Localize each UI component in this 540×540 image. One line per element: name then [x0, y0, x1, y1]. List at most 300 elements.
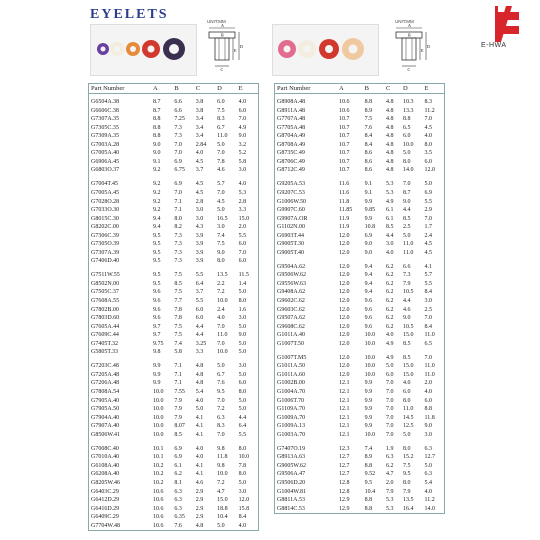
cell-a: 10.7 [339, 124, 350, 131]
cell-a: 10.6 [153, 514, 164, 521]
cell-d: 6.6 [403, 263, 411, 270]
table-row [89, 280, 258, 289]
cell-e: 7.0 [238, 116, 247, 123]
cell-d: 8.0 [403, 445, 411, 452]
cell-b: 8.9 [364, 107, 373, 114]
cell-c: 4.1 [195, 431, 204, 438]
cell-part-number: G7005A.45 [91, 189, 120, 196]
cell-part-number: G7704W.48 [91, 522, 120, 529]
cell-e: 5.2 [238, 150, 247, 157]
dim-label-a: A [408, 23, 411, 28]
cell-part-number: G9205A.53 [277, 181, 306, 188]
cell-part-number: G7307A.35 [91, 116, 120, 123]
cell-c: 7.9 [386, 488, 394, 495]
cell-b: 7.0 [174, 189, 182, 196]
cell-e: 8.4 [424, 289, 432, 296]
cell-a: 12.8 [339, 479, 350, 486]
cell-c: 6.2 [386, 323, 394, 330]
cell-c: 5.5 [195, 298, 204, 305]
cell-d: 6.0 [403, 389, 411, 395]
cell-e: 8.0 [238, 471, 247, 478]
cell-a: 12.0 [339, 340, 350, 347]
cell-d: 4.4 [403, 298, 411, 305]
cell-part-number: G7406D.40 [91, 258, 120, 265]
cell-c: 4.3 [195, 224, 204, 231]
cell-part-number: G9504A.62 [277, 263, 306, 270]
unit-label-left: UNIT:MM [207, 19, 226, 24]
table-row [275, 453, 444, 462]
cell-c: 4.0 [386, 332, 394, 339]
table-row [89, 414, 258, 423]
cell-a: 12.1 [339, 423, 350, 430]
cell-e: 3.0 [238, 488, 247, 495]
cell-part-number: G7608A.55 [91, 298, 120, 305]
cell-a: 12.0 [339, 263, 350, 270]
cell-d: 4.0 [403, 380, 411, 387]
cell-c: 6.2 [386, 289, 394, 296]
cell-b: 8.4 [364, 141, 373, 148]
cell-d: 15.2 [403, 454, 414, 461]
cell-part-number: G7904A.40 [91, 414, 120, 421]
cell-a: 9.0 [153, 141, 161, 148]
cell-a: 12.1 [339, 414, 350, 421]
cell-e: 3.2 [238, 141, 247, 148]
col-header-c: C [194, 84, 215, 94]
cell-part-number: G7803D.60 [91, 315, 120, 322]
table-row [275, 362, 444, 371]
table-row [89, 405, 258, 414]
cell-a: 12.0 [339, 323, 350, 330]
cell-b: 5.8 [174, 349, 182, 356]
table-row [275, 180, 444, 189]
cell-e: 2.0 [238, 224, 247, 231]
cell-part-number: G8908A.48 [277, 99, 306, 105]
cell-a: 12.1 [339, 380, 350, 387]
table-row [89, 189, 258, 198]
table-row [89, 470, 258, 479]
cell-e: 5.0 [424, 181, 432, 188]
cell-e: 4.0 [238, 181, 247, 188]
cell-b: 9.9 [364, 389, 373, 395]
cell-a: 10.1 [153, 445, 164, 452]
cell-c: 4.4 [195, 323, 204, 330]
cell-a: 12.0 [339, 315, 350, 322]
cell-d: 7.5 [403, 462, 411, 469]
cell-e: 6.9 [424, 189, 432, 196]
cell-d: 6.5 [403, 124, 411, 131]
cell-a: 8.8 [153, 133, 161, 140]
cell-part-number: G9005W.62 [277, 462, 306, 469]
cell-part-number: G6412D.29 [91, 497, 120, 504]
cell-b: 7.3 [174, 258, 182, 265]
cell-d: 10.0 [217, 349, 228, 356]
cell-a: 10.6 [153, 497, 164, 504]
cell-e: 6.0 [424, 397, 432, 404]
cell-d: 8.5 [403, 354, 411, 361]
table-row [275, 124, 444, 133]
cell-b: 6.9 [174, 158, 182, 165]
cell-b: 10.4 [364, 488, 376, 495]
cell-part-number: G8502N.00 [91, 280, 120, 287]
table-row [275, 141, 444, 150]
cell-c: 2.9 [195, 505, 204, 512]
cell-d: 7.0 [217, 189, 225, 196]
cell-d: 7.9 [403, 488, 411, 495]
cell-d: 14.0 [403, 167, 414, 174]
cell-d: 8.8 [403, 116, 411, 123]
cell-c: 6.2 [386, 280, 394, 287]
cell-d: 8.0 [403, 158, 411, 165]
cell-part-number: G6803O.37 [91, 167, 120, 174]
cell-d: 11.0 [403, 406, 414, 413]
table-row [89, 223, 258, 232]
cell-a: 10.2 [153, 462, 164, 469]
cell-part-number: G5805T.33 [91, 349, 119, 356]
cell-part-number: G7033O.30 [91, 207, 120, 214]
cell-c: 5.3 [386, 181, 394, 188]
cell-d: 6.7 [217, 124, 225, 131]
cell-part-number: G1006W.50 [277, 198, 306, 205]
cell-part-number: G9907A.OR [277, 215, 308, 222]
cell-b: 6.9 [174, 445, 182, 452]
cell-b: 8.8 [364, 462, 373, 469]
cell-part-number: G7010A.40 [91, 454, 120, 461]
cell-b: 10.0 [364, 371, 376, 378]
cell-c: 4.5 [195, 158, 204, 165]
cell-part-number: G1109A.70 [277, 406, 305, 413]
cell-c: 3.9 [195, 232, 204, 239]
cell-b: 8.2 [174, 224, 182, 231]
cell-a: 10.1 [153, 454, 164, 461]
cell-d: 8.5 [403, 215, 411, 222]
cell-c: 4.0 [195, 454, 204, 461]
table-row [275, 107, 444, 116]
cell-e: 2.4 [424, 232, 432, 239]
cell-d: 5.0 [217, 141, 225, 148]
dim-label-e: E [421, 48, 424, 53]
cell-b: 9.5 [364, 479, 373, 486]
table-row [275, 405, 444, 414]
cell-e: 5.0 [238, 340, 247, 347]
cell-a: 12.9 [339, 505, 350, 512]
cell-b: 9.6 [364, 306, 373, 313]
cell-c: 6.3 [386, 454, 394, 461]
cell-a: 11.8 [339, 198, 350, 205]
cell-a: 12.0 [339, 232, 350, 239]
cell-part-number: G8735C.49 [277, 150, 305, 157]
cell-c: 3.8 [195, 107, 204, 114]
cell-b: 6.3 [174, 505, 182, 512]
cell-d: 9.5 [403, 471, 411, 478]
table-row [275, 271, 444, 280]
cell-c: 6.1 [386, 207, 394, 214]
cell-e: 10.0 [238, 454, 250, 461]
cell-e: 5.5 [424, 280, 432, 287]
cell-c: 6.4 [195, 280, 204, 287]
cell-b: 9.9 [364, 215, 373, 222]
cell-c: 3.7 [195, 167, 204, 174]
table-row [89, 445, 258, 454]
cell-part-number: G7707A.48 [277, 116, 306, 123]
table-row [89, 271, 258, 280]
cell-d: 10.4 [217, 514, 228, 521]
table-row [89, 348, 258, 357]
cell-e: 8.0 [238, 445, 247, 452]
cell-part-number: G1004A.70 [277, 389, 306, 395]
cell-part-number: G9207C.53 [277, 189, 305, 196]
cell-part-number: G1006T.70 [277, 397, 305, 404]
cell-a: 10.0 [153, 414, 164, 421]
cell-a: 9.2 [153, 207, 161, 214]
cell-c: 4.4 [386, 232, 394, 239]
cell-d: 11.8 [217, 454, 228, 461]
table-row [89, 431, 258, 440]
cell-e: 7.0 [424, 215, 432, 222]
table-row [89, 297, 258, 306]
table-row [275, 496, 444, 505]
cell-a: 8.8 [153, 124, 161, 131]
cell-d: 7.0 [217, 397, 225, 404]
cell-a: 9.5 [153, 241, 161, 248]
cell-b: 7.4 [174, 340, 182, 347]
table-row [89, 215, 258, 224]
cell-c: 4.8 [195, 380, 204, 387]
cell-b: 7.0 [174, 150, 182, 157]
cell-d: 2.4 [217, 306, 225, 313]
table-row [89, 379, 258, 388]
cell-b: 8.6 [364, 167, 373, 174]
cell-b: 8.1 [174, 479, 182, 486]
table-row [275, 379, 444, 388]
table-row [89, 98, 258, 107]
cell-b: 9.9 [364, 380, 373, 387]
cell-c: 4.0 [386, 249, 394, 256]
cell-c: 6.1 [386, 215, 394, 222]
cell-part-number: G9005T.40 [277, 249, 305, 256]
cell-c: 6.2 [386, 263, 394, 270]
cell-part-number: G7008C.40 [91, 445, 119, 452]
cell-e: 5.5 [424, 198, 432, 205]
cell-b: 7.3 [174, 124, 182, 131]
cell-e: 5.5 [238, 431, 247, 438]
table-row [89, 232, 258, 241]
cell-c: 6.2 [386, 298, 394, 305]
cell-part-number: G6606C.38 [91, 107, 119, 114]
cell-d: 4.4 [403, 207, 411, 214]
cell-b: 8.6 [364, 158, 373, 165]
cell-e: 7.8 [238, 462, 247, 469]
cell-b: 6.9 [174, 181, 182, 188]
table-row [89, 180, 258, 189]
cell-part-number: G9907C.60 [277, 207, 305, 214]
table-row [275, 98, 444, 107]
cell-part-number: G7309A.35 [91, 133, 120, 140]
cell-c: 5.0 [195, 406, 204, 413]
cell-d: 9.0 [403, 198, 411, 205]
cell-d: 7.2 [217, 289, 225, 296]
cell-c: 3.4 [195, 124, 204, 131]
cell-d: 5.0 [403, 232, 411, 239]
cell-b: 7.8 [174, 306, 182, 313]
cell-e: 6.0 [424, 158, 432, 165]
cell-a: 12.1 [339, 389, 350, 395]
cell-e: 5.0 [238, 371, 247, 378]
cell-b: 9.6 [364, 315, 373, 322]
cell-e: 4.1 [424, 263, 432, 270]
table-row [89, 124, 258, 133]
cell-d: 7.0 [217, 340, 225, 347]
cell-part-number: G8704A.49 [277, 133, 306, 140]
cell-part-number: G7605A.44 [91, 323, 120, 330]
cell-d: 4.7 [217, 488, 225, 495]
cell-c: 2.9 [195, 488, 204, 495]
table-row [275, 505, 444, 514]
cell-c: 4.0 [195, 445, 204, 452]
cell-a: 10.2 [153, 479, 164, 486]
cell-a: 11.6 [339, 189, 350, 196]
cell-d: 7.0 [217, 431, 225, 438]
cell-e: 5.8 [238, 158, 247, 165]
cell-e: 2.5 [424, 306, 432, 313]
cell-b: 9.4 [364, 272, 373, 279]
cell-part-number: G1102N.00 [277, 224, 305, 231]
brand-name: E-HWA [481, 42, 507, 49]
cell-part-number: G7306C.39 [91, 232, 119, 239]
cell-a: 12.0 [339, 306, 350, 313]
cell-b: 9.9 [364, 414, 373, 421]
cell-d: 8.5 [403, 340, 411, 347]
cell-c: 6.2 [386, 315, 394, 322]
cell-a: 9.9 [153, 380, 161, 387]
cell-part-number: G7405T.32 [91, 340, 119, 347]
cell-e: 6.0 [238, 258, 247, 265]
cell-d: 18.8 [217, 505, 228, 512]
cell-b: 6.35 [174, 514, 185, 521]
cell-a: 10.0 [153, 389, 164, 395]
cell-b: 9.6 [364, 298, 373, 305]
cell-b: 7.1 [174, 198, 182, 205]
cell-a: 10.6 [153, 505, 164, 512]
cell-part-number: G7305O.39 [91, 241, 120, 248]
cell-e: 5.0 [238, 406, 247, 413]
cell-b: 8.07 [174, 423, 185, 430]
cell-a: 12.9 [339, 497, 350, 504]
cell-c: 4.8 [195, 371, 204, 378]
cell-b: 7.1 [174, 207, 182, 214]
cell-c: 5.3 [386, 189, 394, 196]
cell-part-number: G8913A.63 [277, 454, 306, 461]
table-row [275, 431, 444, 440]
cell-a: 10.7 [339, 150, 350, 157]
cell-e: 2.0 [424, 380, 432, 387]
dim-label-c: C [220, 67, 224, 72]
cell-part-number: G9506W.62 [277, 272, 306, 279]
cell-e: 4.5 [424, 249, 432, 256]
table-row [89, 198, 258, 207]
cell-d: 7.0 [217, 150, 225, 157]
cell-e: 5.0 [238, 289, 247, 296]
table-row [275, 288, 444, 297]
cell-d: 14.5 [403, 414, 414, 421]
table-row [89, 149, 258, 158]
cell-e: 3.3 [238, 207, 247, 214]
table-row [275, 223, 444, 232]
col-header-e: E [237, 84, 258, 94]
cell-e: 8.0 [238, 389, 247, 395]
cell-b: 8.5 [174, 280, 182, 287]
cell-c: 6.2 [386, 462, 394, 469]
cell-a: 9.6 [153, 298, 161, 305]
cell-e: 4.5 [424, 124, 432, 131]
cell-part-number: G9507A.62 [277, 315, 306, 322]
cell-a: 8.7 [153, 107, 161, 114]
cell-c: 4.8 [386, 124, 394, 131]
cell-e: 5.5 [238, 232, 247, 239]
table-row [89, 331, 258, 340]
dim-label-a: A [221, 23, 224, 28]
dim-label-b: B [221, 32, 224, 38]
cell-part-number: G7206A.48 [91, 380, 120, 387]
cell-part-number: G1011A.50 [277, 363, 305, 370]
dim-label-e: E [234, 48, 237, 53]
cell-part-number: G8811A.53 [277, 497, 305, 504]
cell-d: 7.4 [217, 232, 225, 239]
cell-b: 7.3 [174, 249, 182, 256]
cell-b: 10.0 [364, 354, 376, 361]
cell-b: 9.52 [364, 471, 376, 478]
cell-a: 10.0 [153, 423, 164, 430]
cell-d: 6.0 [403, 133, 411, 140]
cell-e: 11.2 [424, 107, 435, 114]
cell-part-number: G7003A.28 [91, 141, 120, 148]
table-row [275, 462, 444, 471]
eyelet-photo-right [272, 24, 379, 76]
table-row [89, 240, 258, 249]
cell-a: 11.85 [339, 207, 353, 214]
table-row [275, 340, 444, 349]
cell-a: 12.3 [339, 445, 350, 452]
cell-c: 6.2 [386, 306, 394, 313]
dim-label-b: B [408, 32, 411, 38]
cell-d: 2.2 [217, 280, 225, 287]
cell-b: 8.9 [364, 454, 373, 461]
cell-a: 9.75 [153, 340, 164, 347]
eyelet-photo-left [90, 24, 197, 76]
cell-a: 9.9 [153, 371, 161, 378]
cell-part-number: G7705A.48 [277, 124, 306, 131]
cell-b: 8.8 [364, 99, 373, 105]
table-row [275, 371, 444, 380]
cell-part-number: G7802B.00 [91, 306, 119, 313]
cell-a: 9.7 [153, 332, 161, 339]
cell-part-number: G7005A.40 [91, 150, 120, 157]
table-row [275, 206, 444, 215]
cell-part-number: G8202C.00 [91, 224, 119, 231]
cell-e: 3.0 [424, 431, 432, 438]
table-row [89, 306, 258, 315]
cell-part-number: G7609C.44 [91, 332, 119, 339]
cell-d: 7.9 [403, 280, 411, 287]
cell-e: 5.0 [238, 323, 247, 330]
table-row [89, 340, 258, 349]
table-row [89, 257, 258, 266]
cell-d: 4.6 [217, 167, 225, 174]
cell-b: 6.9 [364, 232, 373, 239]
eyelet-dimension-diagram-right [392, 22, 432, 74]
cell-a: 9.6 [153, 315, 161, 322]
cell-part-number: G9506A.47 [277, 471, 306, 478]
cell-a: 10.7 [339, 158, 350, 165]
